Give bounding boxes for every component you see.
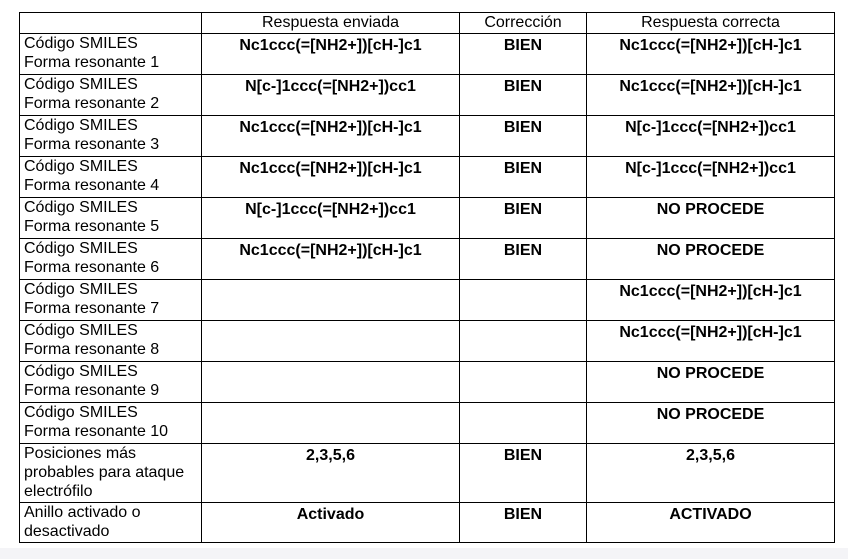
row-label-cell: Posiciones más probables para ataque electrófilo — [20, 444, 202, 503]
table-row — [20, 75, 835, 116]
correction-cell: BIEN — [460, 503, 587, 543]
correction-cell: BIEN — [460, 239, 587, 280]
correction-cell — [460, 321, 587, 362]
correct-answer-cell: NO PROCEDE — [587, 239, 835, 280]
correction-cell: BIEN — [460, 116, 587, 157]
correction-cell: BIEN — [460, 34, 587, 75]
sent-answer-cell: Activado — [202, 503, 460, 543]
header-row — [20, 13, 835, 34]
row-label-cell: Código SMILES Forma resonante 8 — [20, 321, 202, 362]
header-correction: Corrección — [460, 13, 587, 34]
table-row — [20, 198, 835, 239]
sent-answer-cell: Nc1ccc(=[NH2+])[cH-]c1 — [202, 116, 460, 157]
sent-answer-cell: Nc1ccc(=[NH2+])[cH-]c1 — [202, 157, 460, 198]
correct-answer-cell: Nc1ccc(=[NH2+])[cH-]c1 — [587, 321, 835, 362]
header-correct: Respuesta correcta — [587, 13, 835, 34]
table-row — [20, 503, 835, 543]
correct-answer-cell: Nc1ccc(=[NH2+])[cH-]c1 — [587, 34, 835, 75]
correction-cell: BIEN — [460, 157, 587, 198]
table-row — [20, 157, 835, 198]
header-empty — [20, 13, 202, 34]
row-label-cell: Código SMILES Forma resonante 7 — [20, 280, 202, 321]
sent-answer-cell: N[c-]1ccc(=[NH2+])cc1 — [202, 75, 460, 116]
row-label-cell: Código SMILES Forma resonante 10 — [20, 403, 202, 444]
correct-answer-cell: NO PROCEDE — [587, 362, 835, 403]
table-row — [20, 34, 835, 75]
sent-answer-cell — [202, 403, 460, 444]
correct-answer-cell: ACTIVADO — [587, 503, 835, 543]
row-label-cell: Código SMILES Forma resonante 6 — [20, 239, 202, 280]
row-label-cell: Código SMILES Forma resonante 1 — [20, 34, 202, 75]
sent-answer-cell: N[c-]1ccc(=[NH2+])cc1 — [202, 198, 460, 239]
sent-answer-cell: 2,3,5,6 — [202, 444, 460, 503]
table-row — [20, 239, 835, 280]
row-label-cell: Código SMILES Forma resonante 3 — [20, 116, 202, 157]
correct-answer-cell: Nc1ccc(=[NH2+])[cH-]c1 — [587, 75, 835, 116]
table-row — [20, 116, 835, 157]
row-label-cell: Código SMILES Forma resonante 2 — [20, 75, 202, 116]
correction-cell — [460, 403, 587, 444]
table-row — [20, 321, 835, 362]
sent-answer-cell — [202, 321, 460, 362]
header-sent: Respuesta enviada — [202, 13, 460, 34]
row-label-cell: Código SMILES Forma resonante 9 — [20, 362, 202, 403]
row-label-cell: Código SMILES Forma resonante 4 — [20, 157, 202, 198]
sent-answer-cell — [202, 280, 460, 321]
table-row — [20, 444, 835, 503]
correct-answer-cell: NO PROCEDE — [587, 198, 835, 239]
correction-cell: BIEN — [460, 198, 587, 239]
correct-answer-cell: Nc1ccc(=[NH2+])[cH-]c1 — [587, 280, 835, 321]
correction-cell — [460, 280, 587, 321]
results-table — [19, 12, 835, 543]
table-row — [20, 280, 835, 321]
sent-answer-cell — [202, 362, 460, 403]
sent-answer-cell: Nc1ccc(=[NH2+])[cH-]c1 — [202, 34, 460, 75]
row-label-cell: Anillo activado o desactivado — [20, 503, 202, 543]
correction-cell: BIEN — [460, 444, 587, 503]
table-row — [20, 362, 835, 403]
correct-answer-cell: NO PROCEDE — [587, 403, 835, 444]
correction-cell: BIEN — [460, 75, 587, 116]
row-label-cell: Código SMILES Forma resonante 5 — [20, 198, 202, 239]
correct-answer-cell: N[c-]1ccc(=[NH2+])cc1 — [587, 116, 835, 157]
correct-answer-cell: 2,3,5,6 — [587, 444, 835, 503]
correct-answer-cell: N[c-]1ccc(=[NH2+])cc1 — [587, 157, 835, 198]
correction-cell — [460, 362, 587, 403]
table-row — [20, 403, 835, 444]
sent-answer-cell: Nc1ccc(=[NH2+])[cH-]c1 — [202, 239, 460, 280]
